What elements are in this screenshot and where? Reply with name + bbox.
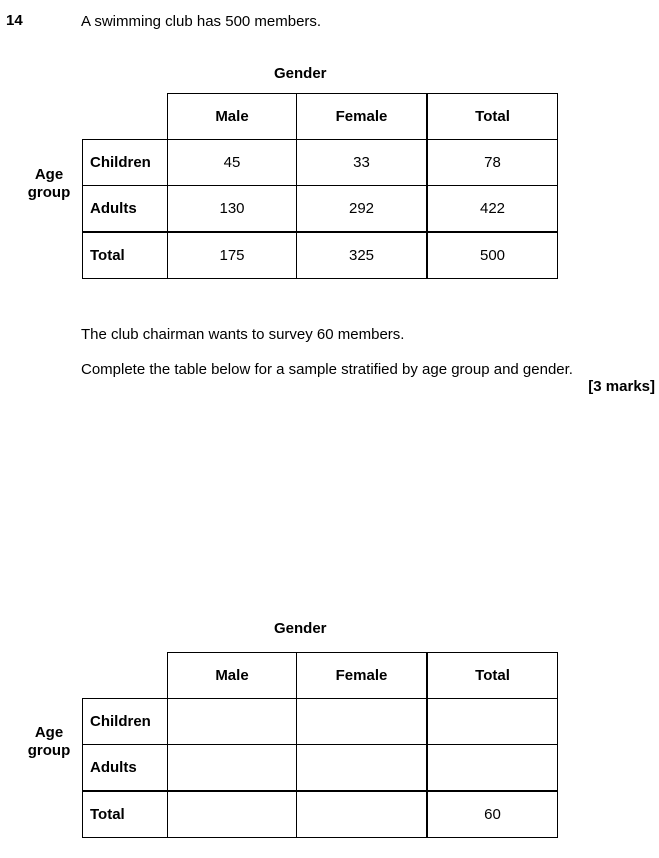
cell-children-male: 45 bbox=[168, 140, 297, 186]
instruction-text: Complete the table below for a sample stratified by age group and gender. bbox=[81, 361, 573, 378]
cell-adults-male: 130 bbox=[168, 186, 297, 233]
column-header-male: Male bbox=[168, 653, 297, 699]
answer-cell-adults-total[interactable] bbox=[427, 745, 558, 792]
answer-cell-total-female[interactable] bbox=[297, 791, 428, 838]
age-label-line2: group bbox=[27, 742, 71, 759]
column-header-female: Female bbox=[297, 653, 428, 699]
question-number: 14 bbox=[6, 12, 23, 29]
row-label-children: Children bbox=[83, 699, 168, 745]
table1-age-group-label bbox=[19, 166, 79, 202]
survey-text: The club chairman wants to survey 60 members. bbox=[81, 326, 405, 343]
answer-cell-children-total[interactable] bbox=[427, 699, 558, 745]
answer-cell-children-male[interactable] bbox=[168, 699, 297, 745]
cell-total-female: 325 bbox=[297, 232, 428, 279]
row-label-adults: Adults bbox=[83, 745, 168, 792]
table-corner bbox=[83, 653, 168, 699]
cell-adults-total: 422 bbox=[427, 186, 558, 233]
column-header-male: Male bbox=[168, 94, 297, 140]
row-label-total: Total bbox=[83, 791, 168, 838]
table1-member-counts bbox=[82, 93, 558, 279]
row-label-children: Children bbox=[83, 140, 168, 186]
answer-cell-total-male[interactable] bbox=[168, 791, 297, 838]
age-label-line1: Age bbox=[34, 166, 64, 183]
question-intro: A swimming club has 500 members. bbox=[81, 13, 322, 30]
answer-cell-adults-male[interactable] bbox=[168, 745, 297, 792]
cell-total-male: 175 bbox=[168, 232, 297, 279]
cell-adults-female: 292 bbox=[297, 186, 428, 233]
column-header-female: Female bbox=[297, 94, 428, 140]
table-row-children bbox=[83, 140, 558, 186]
table-header-row bbox=[83, 94, 558, 140]
cell-total-total: 60 bbox=[427, 791, 558, 838]
row-label-adults: Adults bbox=[83, 186, 168, 233]
column-header-total: Total bbox=[427, 653, 558, 699]
table-row-adults bbox=[83, 745, 558, 792]
table-row-children bbox=[83, 699, 558, 745]
age-label-line2: group bbox=[27, 184, 71, 201]
table-header-row bbox=[83, 653, 558, 699]
row-label-total: Total bbox=[83, 232, 168, 279]
table2-age-group-label bbox=[19, 724, 79, 760]
cell-children-total: 78 bbox=[427, 140, 558, 186]
table-row-adults bbox=[83, 186, 558, 233]
cell-children-female: 33 bbox=[297, 140, 428, 186]
table1-gender-label: Gender bbox=[274, 65, 327, 82]
table2-gender-label: Gender bbox=[274, 620, 327, 637]
table-row-total bbox=[83, 232, 558, 279]
age-label-line1: Age bbox=[34, 724, 64, 741]
column-header-total: Total bbox=[427, 94, 558, 140]
table-corner bbox=[83, 94, 168, 140]
answer-cell-children-female[interactable] bbox=[297, 699, 428, 745]
answer-cell-adults-female[interactable] bbox=[297, 745, 428, 792]
cell-total-total: 500 bbox=[427, 232, 558, 279]
table-row-total bbox=[83, 791, 558, 838]
marks-label: [3 marks] bbox=[588, 378, 655, 395]
table2-sample-answer-table bbox=[82, 652, 558, 838]
